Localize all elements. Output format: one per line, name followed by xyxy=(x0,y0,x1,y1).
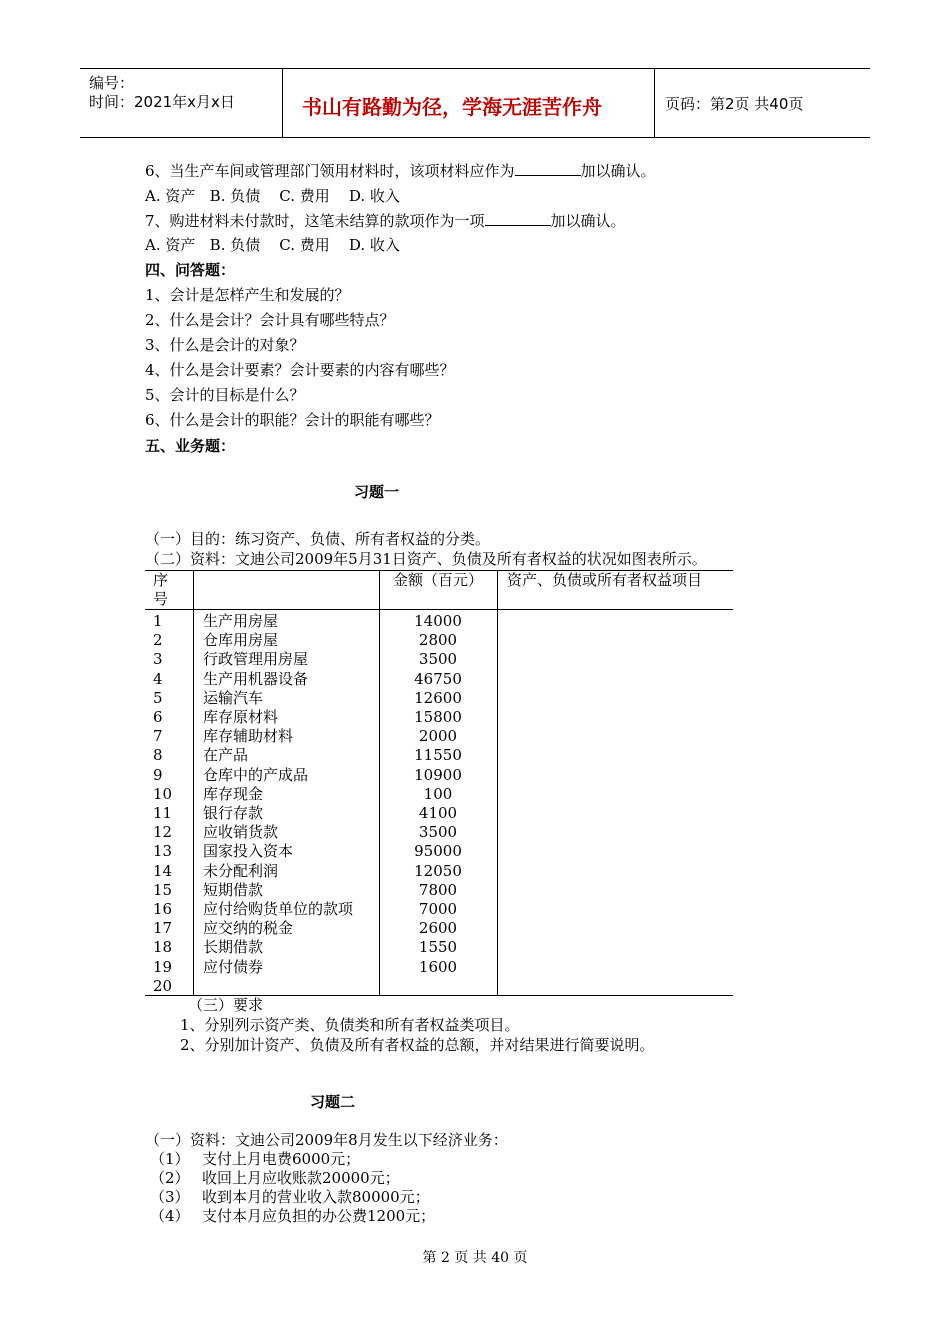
header-category: 资产、负债或所有者权益项目 xyxy=(507,571,703,589)
row-item: 国家投入资本 xyxy=(203,842,294,860)
answer-blank xyxy=(485,213,551,226)
row-amount: 7800 xyxy=(418,881,458,899)
question-6-suffix: 加以确认。 xyxy=(580,162,656,180)
question-6-options: A. 资产 B. 负债 C. 费用 D. 收入 xyxy=(145,187,400,205)
row-number: 20 xyxy=(153,977,173,995)
row-item: 运输汽车 xyxy=(203,689,264,707)
qa-item: 5、会计的目标是什么？ xyxy=(145,386,305,404)
row-number: 12 xyxy=(153,823,173,841)
qa-item: 2、什么是会计？会计具有哪些特点？ xyxy=(145,311,395,329)
transaction-no: （1） xyxy=(150,1150,190,1168)
row-item: 应交纳的税金 xyxy=(203,919,294,937)
row-item: 库存现金 xyxy=(203,785,264,803)
row-item: 未分配利润 xyxy=(203,862,279,880)
row-amount: 2000 xyxy=(418,727,458,745)
row-number: 7 xyxy=(153,727,163,745)
qa-item: 4、什么是会计要素？会计要素的内容有哪些？ xyxy=(145,361,455,379)
transaction-no: （4） xyxy=(150,1207,190,1225)
transaction-text: 支付本月应负担的办公费1200元； xyxy=(202,1207,436,1225)
question-7-options: A. 资产 B. 负债 C. 费用 D. 收入 xyxy=(145,236,400,254)
row-item: 库存原材料 xyxy=(203,708,279,726)
row-item: 银行存款 xyxy=(203,804,264,822)
row-amount: 3500 xyxy=(418,823,458,841)
row-number: 17 xyxy=(153,919,173,937)
row-amount: 15800 xyxy=(414,708,462,726)
header-divider xyxy=(145,609,733,610)
row-item: 应付债券 xyxy=(203,958,264,976)
exercise1-title: 习题一 xyxy=(354,483,400,501)
exercise1-material: （二）资料：文迪公司2009年5月31日资产、负债及所有者权益的状况如图表所示。 xyxy=(145,550,707,568)
row-amount: 1600 xyxy=(418,958,458,976)
row-item: 生产用机器设备 xyxy=(203,670,309,688)
row-item: 在产品 xyxy=(203,746,249,764)
row-number: 5 xyxy=(153,689,163,707)
row-amount: 4100 xyxy=(418,804,458,822)
question-6-text: 6、当生产车间或管理部门领用材料时，该项材料应作为 xyxy=(145,162,515,180)
row-item: 生产用房屋 xyxy=(203,612,279,630)
section4-title: 四、问答题： xyxy=(145,261,236,279)
transaction-text: 收到本月的营业收入款80000元； xyxy=(202,1188,430,1206)
section5-title: 五、业务题： xyxy=(145,437,236,455)
row-item: 仓库中的产成品 xyxy=(203,766,309,784)
row-amount: 100 xyxy=(423,785,453,803)
row-number: 9 xyxy=(153,766,163,784)
row-number: 3 xyxy=(153,650,163,668)
row-number: 2 xyxy=(153,631,163,649)
transaction-text: 支付上月电费6000元； xyxy=(202,1150,361,1168)
exercise1-purpose: （一）目的：练习资产、负债、所有者权益的分类。 xyxy=(145,530,491,548)
requirements-title: （三）要求 xyxy=(188,996,264,1014)
row-amount: 11550 xyxy=(414,746,462,764)
header-no-line1: 序 xyxy=(153,571,169,589)
row-amount: 14000 xyxy=(414,612,462,630)
row-item: 长期借款 xyxy=(203,938,264,956)
number-label: 编号： xyxy=(89,74,135,92)
row-number: 19 xyxy=(153,958,173,976)
row-number: 18 xyxy=(153,938,173,956)
row-number: 10 xyxy=(153,785,173,803)
row-item: 仓库用房屋 xyxy=(203,631,279,649)
exercise2-material: （一）资料：文迪公司2009年8月发生以下经济业务： xyxy=(145,1131,508,1149)
header-motto-cell xyxy=(282,69,655,137)
qa-item: 6、什么是会计的职能？会计的职能有哪些？ xyxy=(145,411,440,429)
row-number: 6 xyxy=(153,708,163,726)
question-7-suffix: 加以确认。 xyxy=(550,212,626,230)
row-number: 13 xyxy=(153,842,173,860)
transaction-no: （2） xyxy=(150,1169,190,1187)
row-number: 14 xyxy=(153,862,173,880)
row-amount: 46750 xyxy=(414,670,462,688)
row-amount: 12050 xyxy=(414,862,462,880)
row-item: 库存辅助材料 xyxy=(203,727,294,745)
header-meta xyxy=(80,69,283,137)
row-amount: 95000 xyxy=(414,842,462,860)
answer-blank xyxy=(515,163,581,176)
row-amount: 2800 xyxy=(418,631,458,649)
requirement-item: 1、分别列示资产类、负债类和所有者权益类项目。 xyxy=(180,1016,520,1034)
row-amount: 2600 xyxy=(418,919,458,937)
transaction-no: （3） xyxy=(150,1188,190,1206)
row-number: 4 xyxy=(153,670,163,688)
requirement-item: 2、分别加计资产、负债及所有者权益的总额，并对结果进行简要说明。 xyxy=(180,1036,655,1054)
motto: 书山有路勤为径，学海无涯苦作舟 xyxy=(302,95,602,119)
row-item: 行政管理用房屋 xyxy=(203,650,309,668)
row-amount: 1550 xyxy=(418,938,458,956)
page-footer: 第 2 页 共 40 页 xyxy=(422,1250,528,1266)
page-info: 页码：第2页 共40页 xyxy=(665,95,804,113)
row-item: 应付给购货单位的款项 xyxy=(203,900,354,918)
row-number: 11 xyxy=(153,804,173,822)
row-number: 16 xyxy=(153,900,173,918)
question-7 xyxy=(145,212,626,230)
row-amount: 12600 xyxy=(414,689,462,707)
qa-item: 3、什么是会计的对象？ xyxy=(145,336,305,354)
row-number: 1 xyxy=(153,612,163,630)
question-6 xyxy=(145,162,656,180)
column-divider xyxy=(193,571,194,995)
page-header xyxy=(80,68,870,138)
row-number: 15 xyxy=(153,881,173,899)
row-amount: 3500 xyxy=(418,650,458,668)
row-item: 短期借款 xyxy=(203,881,264,899)
row-number: 8 xyxy=(153,746,163,764)
column-divider xyxy=(497,571,498,995)
balance-table xyxy=(145,570,733,996)
transaction-text: 收回上月应收账款20000元； xyxy=(202,1169,400,1187)
row-item: 应收销货款 xyxy=(203,823,279,841)
exercise2-title: 习题二 xyxy=(310,1093,356,1111)
qa-item: 1、会计是怎样产生和发展的？ xyxy=(145,286,350,304)
question-7-text: 7、购进材料未付款时，这笔未结算的款项作为一项 xyxy=(145,212,485,230)
header-no-line2: 号 xyxy=(153,590,169,608)
row-amount: 10900 xyxy=(414,766,462,784)
header-amount: 金额（百元） xyxy=(392,571,483,589)
row-amount: 7000 xyxy=(418,900,458,918)
time-label: 时间：2021年x月x日 xyxy=(89,93,235,111)
